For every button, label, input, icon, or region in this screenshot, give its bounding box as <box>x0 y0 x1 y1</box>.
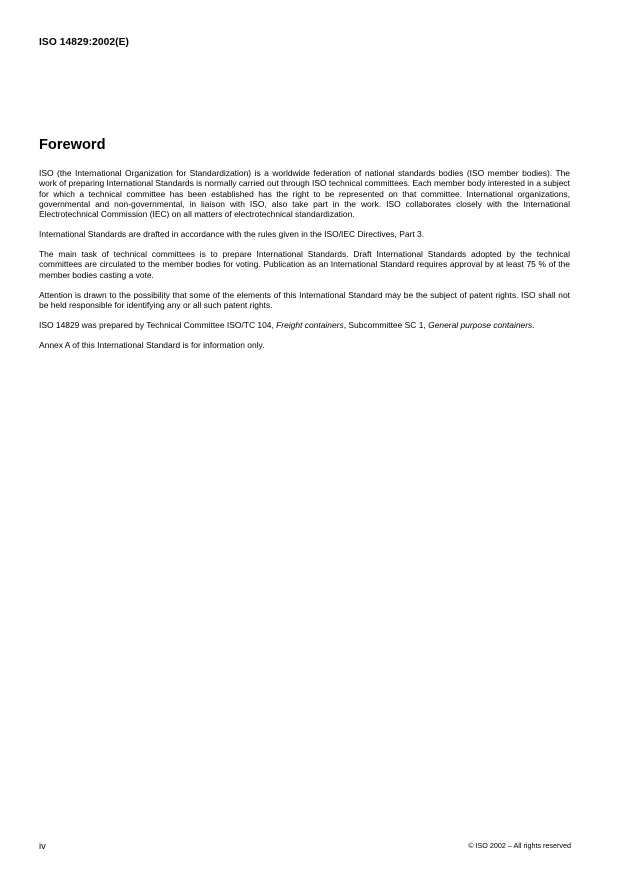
paragraph-prepared-by <box>39 320 570 330</box>
subcommittee-name: General purpose containers <box>428 319 533 330</box>
document-id-header: ISO 14829:2002(E) <box>39 37 130 48</box>
paragraph-iso-overview: ISO (the International Organization for Standardization) is a worldwide federation of national standards bodies (ISO member bodies). The work of preparing International Standards is normally carried out through ISO technical committees. Each member body interested in a subject for which a technical committee has been established has the right to be represented on that committee. International organizations, governmental and non-governmental, in liaison with ISO, also take part in the work. ISO collaborates closely with the International Electrotechnical Commission (IEC) on all matters of electrotechnical standardization. <box>39 168 570 220</box>
page-number: iv <box>39 840 46 851</box>
prepared-by-text-1: ISO 14829 was prepared by Technical Committee ISO/TC 104, <box>39 319 277 330</box>
committee-name: Freight containers <box>276 319 344 330</box>
section-title: Foreword <box>39 137 106 153</box>
paragraph-technical-committees: The main task of technical committees is to prepare International Standards. Draft International Standards adopted by the technical committees are circulated to the member bodies for voting. Publication as an International Standard requires approval by at least 75 % of the member bodies casting a vote. <box>39 249 570 280</box>
prepared-by-text-3: . <box>532 319 535 330</box>
paragraph-patent-rights: Attention is drawn to the possibility that some of the elements of this International Standard may be the subject of patent rights. ISO shall not be held responsible for identifying any or all such patent rights. <box>39 289 570 310</box>
copyright-notice: © ISO 2002 – All rights reserved <box>468 841 571 850</box>
prepared-by-text-2: , Subcommittee SC 1, <box>343 319 429 330</box>
paragraph-annex: Annex A of this International Standard is for information only. <box>39 339 265 350</box>
paragraph-directives: International Standards are drafted in accordance with the rules given in the ISO/IEC Directives, Part 3. <box>39 229 425 240</box>
foreword-body <box>39 168 570 359</box>
